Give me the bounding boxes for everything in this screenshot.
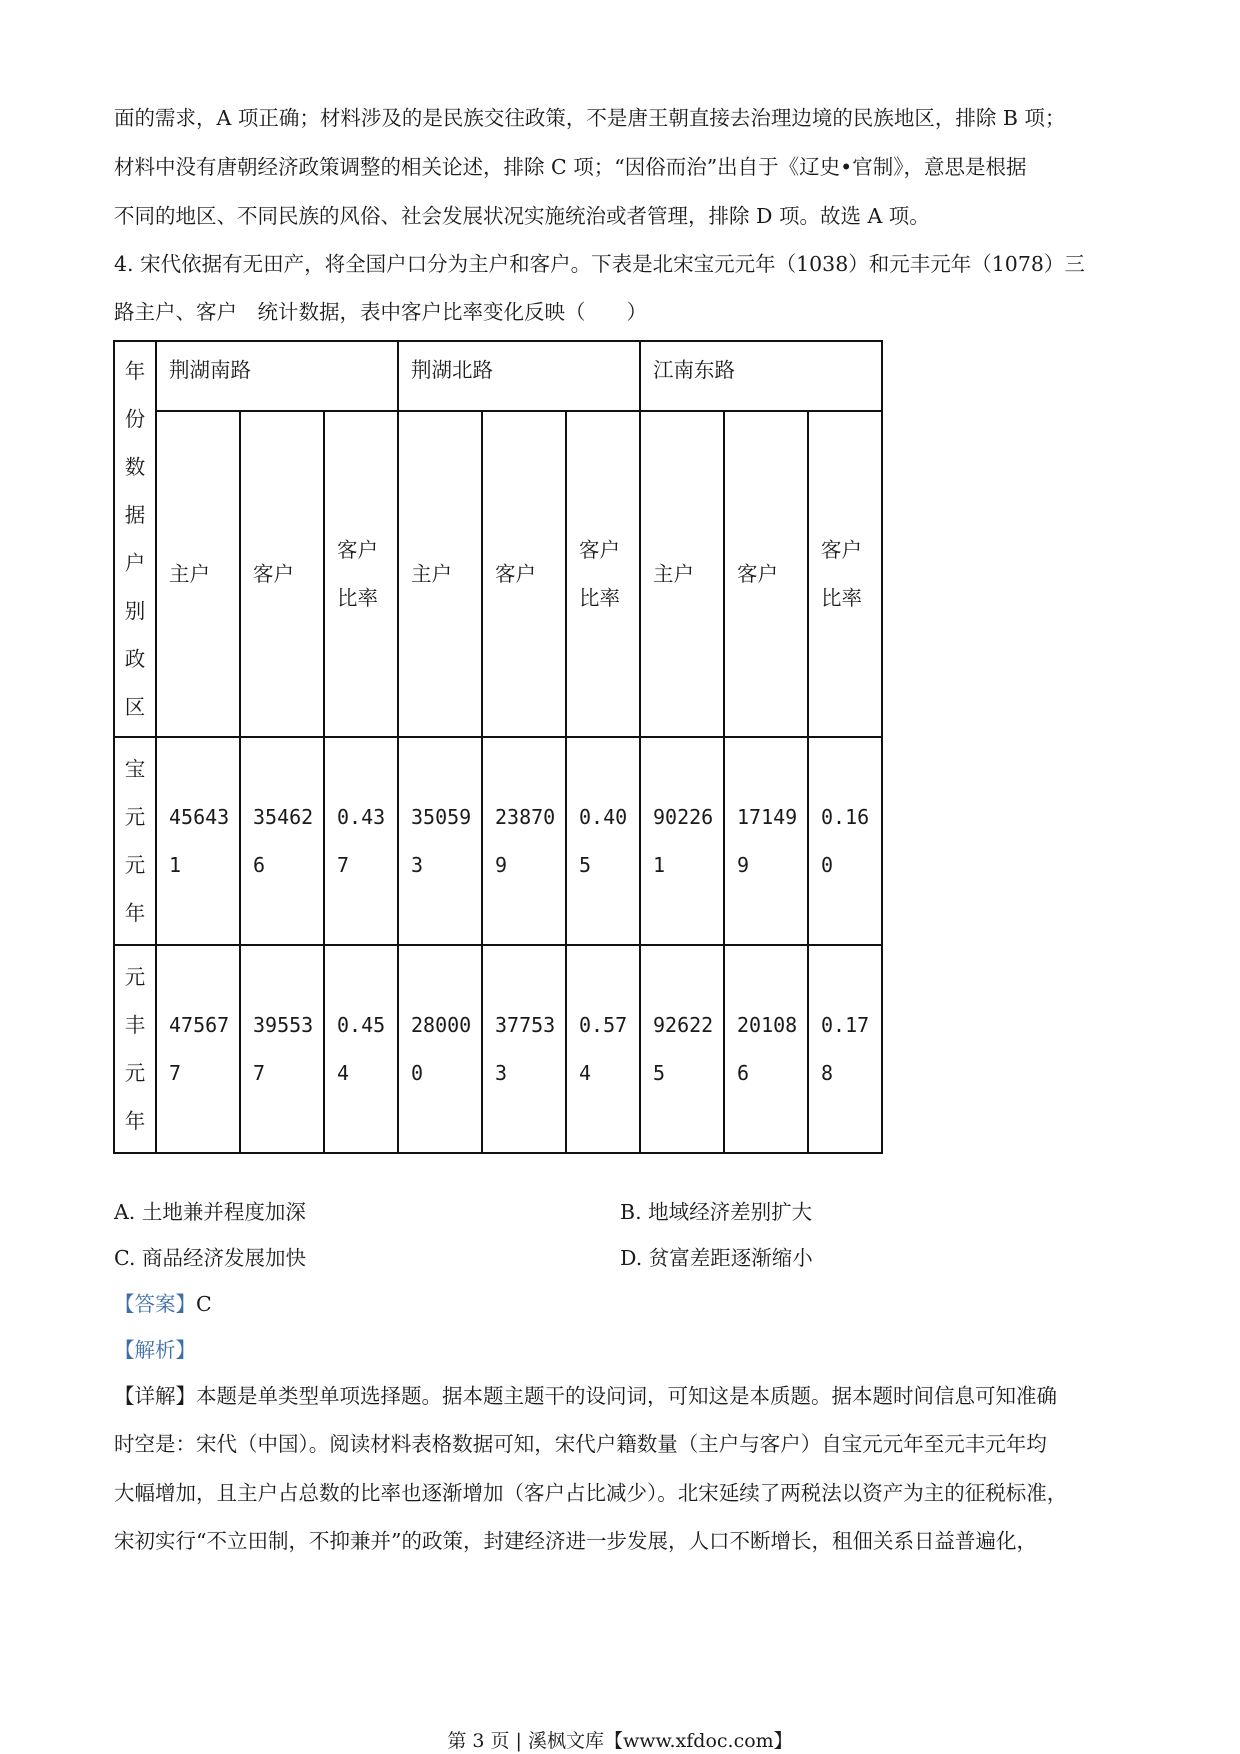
table-row-baoyuan — [114, 737, 882, 945]
cell-value: 377533 — [495, 1013, 556, 1085]
cell-value: 0.178 — [821, 1013, 870, 1085]
subheader-main-household: 主户 — [398, 411, 482, 737]
answer-tag: 【答案】 — [114, 1292, 196, 1316]
guest-ratio-label: 客户比率 — [337, 538, 378, 610]
value-cell — [324, 945, 398, 1153]
guest-ratio-label: 客户比率 — [821, 538, 862, 610]
subheader-guest-household: 客户 — [482, 411, 566, 737]
cell-value: 354626 — [253, 805, 314, 877]
region-header-jinghu-south: 荆湖南路 — [156, 341, 398, 411]
year-label: 元丰元年 — [124, 965, 146, 1133]
value-cell — [724, 945, 808, 1153]
subheader-guest-ratio — [566, 411, 640, 737]
analysis-tag: 【解析】 — [114, 1338, 196, 1362]
region-header-jinghu-north: 荆湖北路 — [398, 341, 640, 411]
cell-value: 171499 — [737, 805, 798, 877]
value-cell — [240, 945, 324, 1153]
table-row-yuanfeng — [114, 945, 882, 1153]
value-cell — [566, 737, 640, 945]
cell-value: 0.454 — [337, 1013, 386, 1085]
cell-value: 0.405 — [579, 805, 628, 877]
region-header-jiangnan-east: 江南东路 — [640, 341, 882, 411]
cell-value: 280000 — [411, 1013, 472, 1085]
value-cell — [482, 945, 566, 1153]
year-cell — [114, 737, 156, 945]
subheader-main-household: 主户 — [640, 411, 724, 737]
detail-line: 宋初实行“不立田制，不抑兼并”的政策，封建经济进一步发展，人口不断增长，租佃关系日益普遍化， — [114, 1529, 1037, 1553]
cell-value: 350593 — [411, 805, 472, 877]
paragraph-line: 面的需求，A 项正确；材料涉及的是民族交往政策，不是唐王朝直接去治理边境的民族地区，排除 B 项； — [114, 106, 1066, 130]
subheader-guest-household: 客户 — [724, 411, 808, 737]
year-cell — [114, 945, 156, 1153]
question-stem-line: 4. 宋代依据有无田产，将全国户口分为主户和客户。下表是北宋宝元元年（1038）和元丰元年（1078）三 — [114, 252, 1085, 276]
cell-value: 902261 — [653, 805, 714, 877]
value-cell — [324, 737, 398, 945]
subheader-guest-household: 客户 — [240, 411, 324, 737]
cell-value: 0.437 — [337, 805, 386, 877]
guest-ratio-label: 客户比率 — [579, 538, 620, 610]
page-footer: 第 3 页 | 溪枫文库【www.xfdoc.com】 — [447, 1730, 793, 1752]
value-cell — [398, 737, 482, 945]
value-cell — [724, 737, 808, 945]
cell-value: 456431 — [169, 805, 230, 877]
option-d[interactable]: D. 贫富差距逐渐缩小 — [620, 1246, 813, 1270]
cell-value: 475677 — [169, 1013, 230, 1085]
corner-label: 年份数据户别政区 — [124, 359, 146, 719]
value-cell — [566, 945, 640, 1153]
value-cell — [640, 737, 724, 945]
paragraph-line: 材料中没有唐朝经济政策调整的相关论述，排除 C 项；“因俗而治”出自于《辽史•官制》，意思是根据 — [114, 155, 1027, 179]
value-cell — [808, 737, 882, 945]
option-a[interactable]: A. 土地兼并程度加深 — [114, 1200, 306, 1224]
table-corner-header — [114, 341, 156, 737]
subheader-main-household: 主户 — [156, 411, 240, 737]
subheader-guest-ratio — [808, 411, 882, 737]
value-cell — [156, 945, 240, 1153]
detail-line: 【详解】本题是单类型单项选择题。据本题主题干的设问词，可知这是本质题。据本题时间信息可知准确 — [114, 1384, 1057, 1408]
value-cell — [156, 737, 240, 945]
cell-value: 395537 — [253, 1013, 314, 1085]
detail-line: 时空是：宋代（中国）。阅读材料表格数据可知，宋代户籍数量（主户与客户）自宝元元年至元丰元年均 — [114, 1432, 1047, 1456]
cell-value: 0.574 — [579, 1013, 628, 1085]
household-data-table — [113, 340, 883, 1154]
subheader-guest-ratio — [324, 411, 398, 737]
value-cell — [640, 945, 724, 1153]
value-cell — [240, 737, 324, 945]
detail-line: 大幅增加，且主户占总数的比率也逐渐增加（客户占比减少）。北宋延续了两税法以资产为主的征税标准， — [114, 1481, 1068, 1505]
value-cell — [482, 737, 566, 945]
value-cell — [398, 945, 482, 1153]
answer-line — [114, 1290, 212, 1318]
question-stem-line: 路主户、客户 统计数据，表中客户比率变化反映（ ） — [114, 300, 647, 324]
value-cell — [808, 945, 882, 1153]
option-b[interactable]: B. 地域经济差别扩大 — [620, 1200, 813, 1224]
answer-value: C — [196, 1292, 212, 1316]
cell-value: 0.160 — [821, 805, 870, 877]
year-label: 宝元元年 — [124, 757, 146, 925]
analysis-line — [114, 1336, 196, 1364]
option-c[interactable]: C. 商品经济发展加快 — [114, 1246, 306, 1270]
cell-value: 926225 — [653, 1013, 714, 1085]
paragraph-line: 不同的地区、不同民族的风俗、社会发展状况实施统治或者管理，排除 D 项。故选 A 项。 — [114, 204, 930, 228]
cell-value: 201086 — [737, 1013, 798, 1085]
cell-value: 238709 — [495, 805, 556, 877]
